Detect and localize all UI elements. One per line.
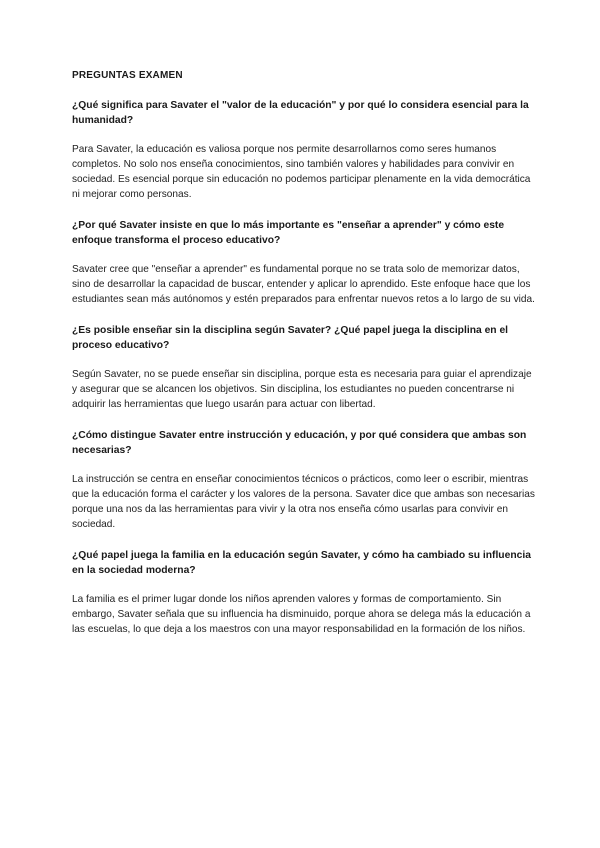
qa-block-2 bbox=[72, 218, 536, 307]
answer-3: Según Savater, no se puede enseñar sin disciplina, porque esta es necesaria para guiar el aprendizaje y asegurar que se alcancen los objetivos. Sin disciplina, los estudiantes no pueden concentrarse ni adquirir las herramientas que luego usarán para actuar con libertad. bbox=[72, 369, 532, 410]
answer-4: La instrucción se centra en enseñar conocimientos técnicos o prácticos, como leer o escribir, mientras que la educación forma el carácter y los valores de la persona. Savater dice que ambas son necesarias porque una nos da las herramientas para vivir y la otra nos enseña cómo usarlas para convivir en sociedad. bbox=[72, 474, 535, 530]
qa-block-1 bbox=[72, 98, 536, 202]
question-4: ¿Cómo distingue Savater entre instrucción y educación, y por qué considera que ambas son necesarias? bbox=[72, 430, 527, 456]
answer-1: Para Savater, la educación es valiosa porque nos permite desarrollarnos como seres humanos completos. No solo nos enseña conocimientos, sino también valores y habilidades para convivir en sociedad. Es esencial porque sin educación no podemos participar plenamente en la vida democrática ni mejorar como personas. bbox=[72, 144, 531, 200]
qa-block-3 bbox=[72, 323, 536, 412]
qa-block-5 bbox=[72, 548, 536, 637]
document-title: PREGUNTAS EXAMEN bbox=[72, 70, 183, 81]
question-2: ¿Por qué Savater insiste en que lo más importante es "enseñar a aprender" y cómo este enfoque transforma el proceso educativo? bbox=[72, 220, 505, 246]
question-1: ¿Qué significa para Savater el "valor de la educación" y por qué lo considera esencial para la humanidad? bbox=[72, 100, 529, 126]
answer-5: La familia es el primer lugar donde los niños aprenden valores y formas de comportamiento. Sin embargo, Savater señala que su influencia ha disminuido, porque ahora se delega más la educación a las escuelas, lo que deja a los maestros con una mayor responsabilidad en la formación de los niños. bbox=[72, 594, 531, 635]
qa-block-4 bbox=[72, 428, 536, 532]
answer-2: Savater cree que "enseñar a aprender" es fundamental porque no se trata solo de memorizar datos, sino de desarrollar la capacidad de buscar, entender y aplicar lo aprendido. Este enfoque hace que los estudiantes sean más autónomos y estén preparados para enfrentar nuevos retos a lo largo de su vida. bbox=[72, 264, 535, 305]
question-3: ¿Es posible enseñar sin la disciplina según Savater? ¿Qué papel juega la disciplina en el proceso educativo? bbox=[72, 325, 509, 351]
question-5: ¿Qué papel juega la familia en la educación según Savater, y cómo ha cambiado su influencia en la sociedad moderna? bbox=[72, 550, 531, 576]
